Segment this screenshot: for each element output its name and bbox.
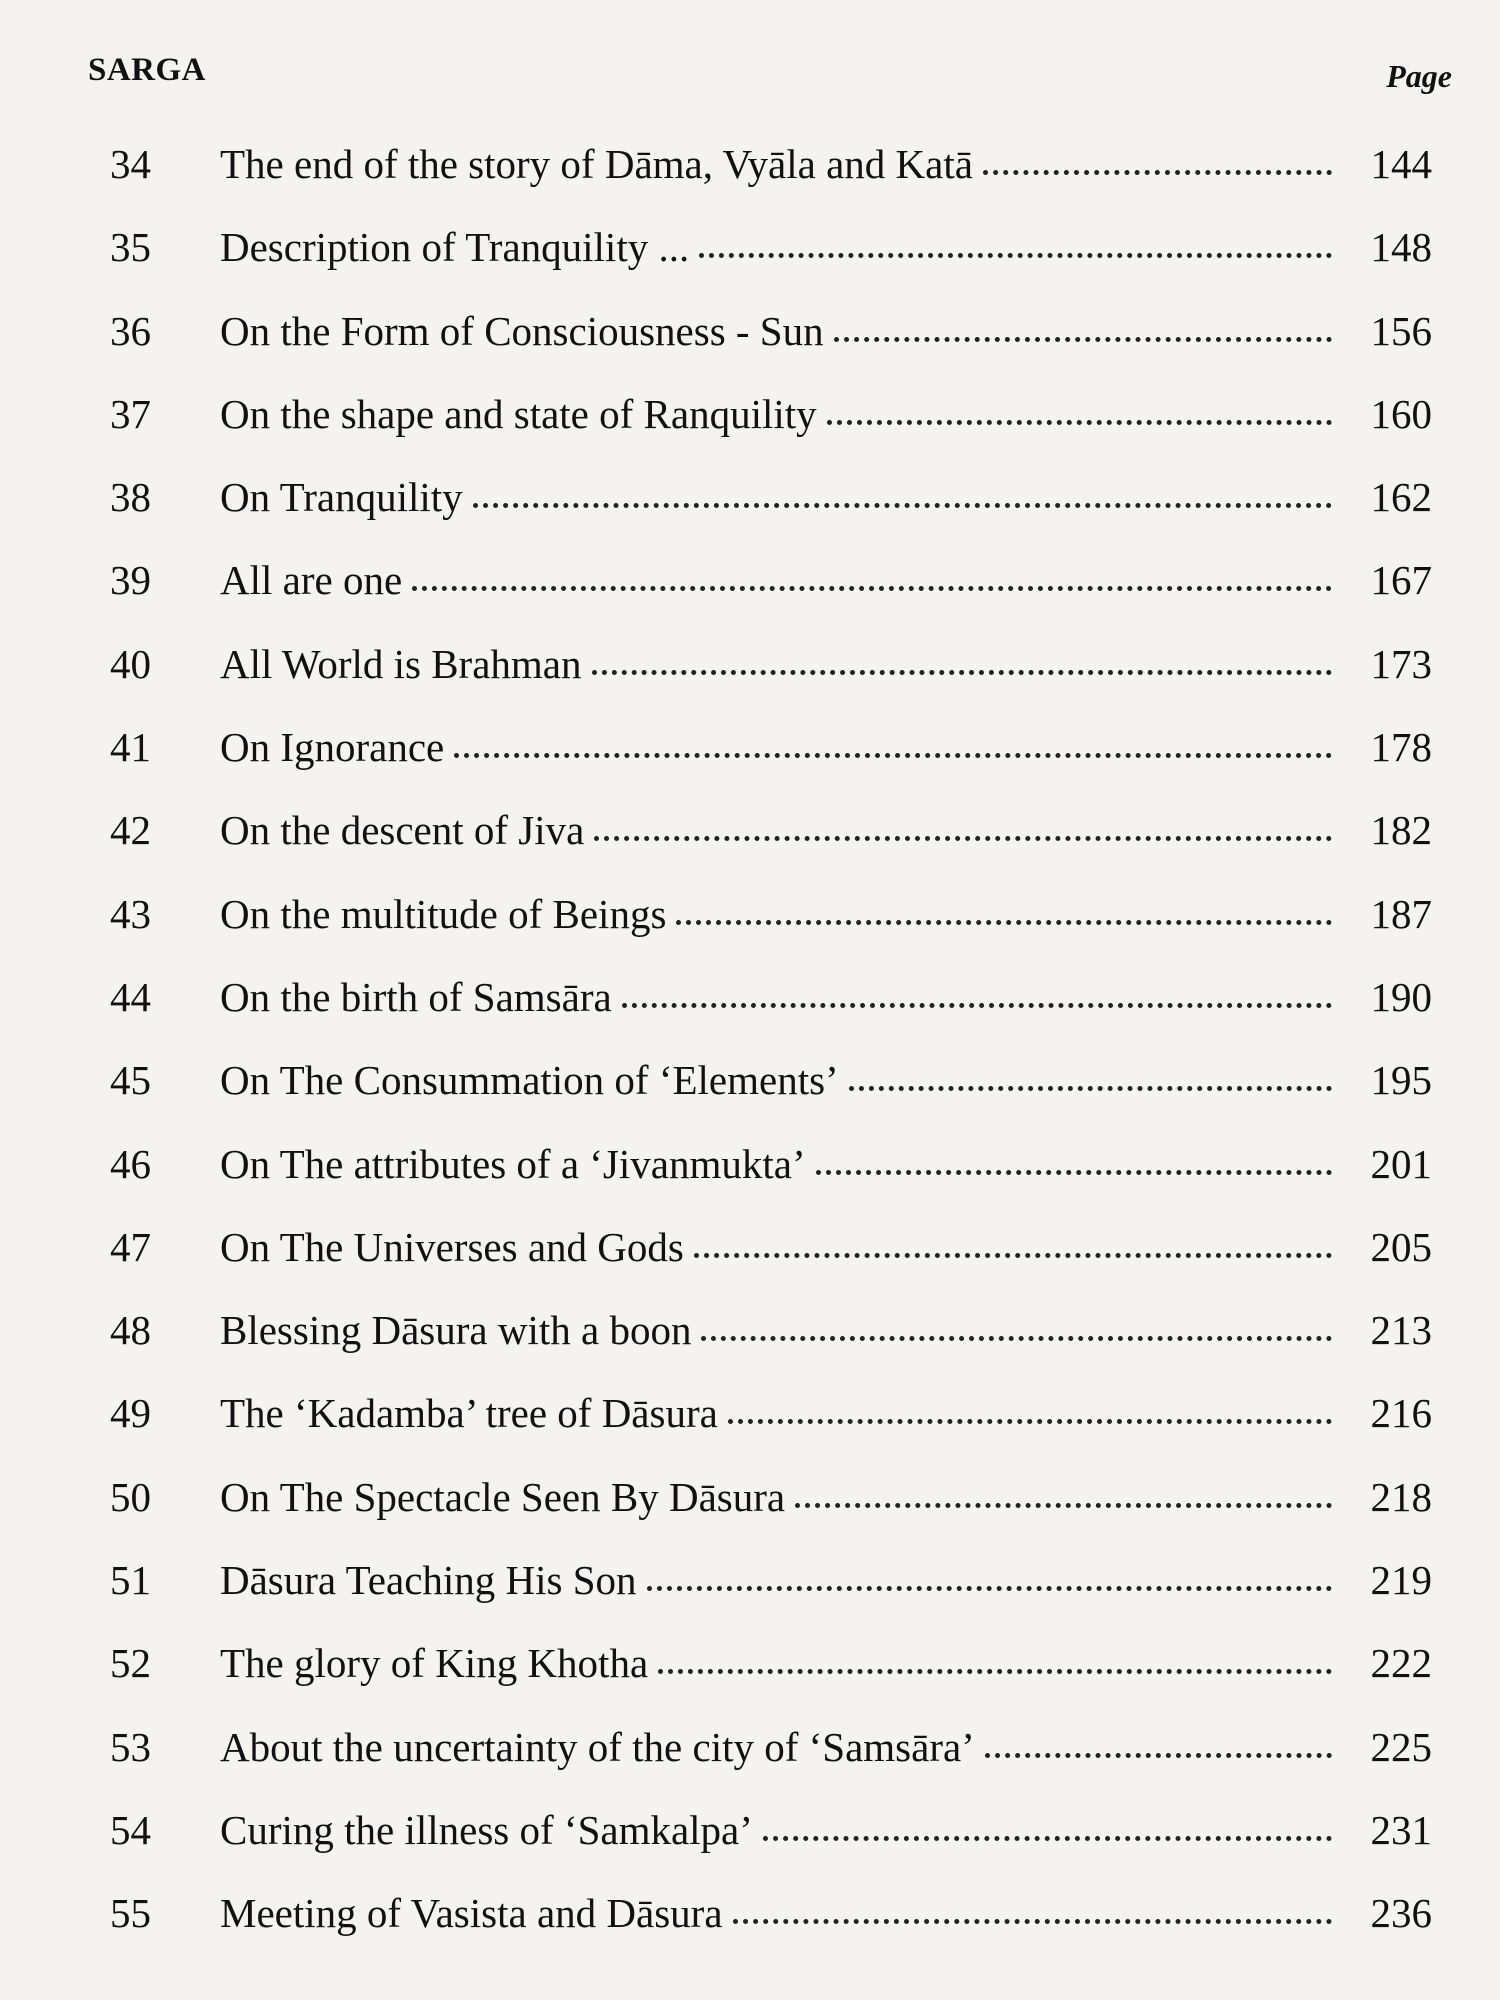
page-number: 160 (1370, 390, 1432, 437)
dot-leader (658, 1669, 1332, 1674)
entry-title: Meeting of Vasista and Dāsura (220, 1890, 723, 1937)
entry-title: On The attributes of a ‘Jivanmukta’ (220, 1140, 806, 1187)
dot-leader (827, 420, 1332, 425)
dot-leader (701, 1336, 1332, 1341)
sarga-number: 50 (110, 1473, 151, 1520)
sarga-number: 53 (110, 1723, 151, 1770)
sarga-number: 51 (110, 1557, 151, 1604)
toc-entry (110, 1223, 1432, 1306)
page-number: 182 (1370, 807, 1432, 854)
page-number: 195 (1370, 1057, 1432, 1104)
dot-leader (985, 1753, 1332, 1758)
page-number: 225 (1370, 1723, 1432, 1770)
dot-leader (795, 1503, 1332, 1508)
dot-leader (412, 586, 1332, 591)
dot-leader (694, 1253, 1332, 1258)
entry-title: Description of Tranquility ... (220, 224, 690, 271)
dot-leader (622, 1003, 1332, 1008)
entry-title: On The Consummation of ‘Elements’ (220, 1057, 839, 1104)
page-number: 190 (1370, 973, 1432, 1020)
toc-entry (110, 1056, 1432, 1139)
sarga-number: 54 (110, 1806, 151, 1853)
page-number: 222 (1370, 1640, 1432, 1687)
dot-leader (594, 836, 1332, 841)
toc-entry (110, 140, 1432, 223)
toc-entry (110, 1806, 1432, 1889)
entry-title: On the descent of Jiva (220, 807, 585, 854)
toc-entry (110, 1556, 1432, 1639)
sarga-number: 36 (110, 307, 151, 354)
page-number: 218 (1370, 1473, 1432, 1520)
page-number: 213 (1370, 1307, 1432, 1354)
entry-title: On the shape and state of Ranquility (220, 390, 817, 437)
sarga-number: 42 (110, 807, 151, 854)
entry-title: All World is Brahman (220, 640, 582, 687)
toc-entry (110, 640, 1432, 723)
toc-entry (110, 390, 1432, 473)
sarga-number: 46 (110, 1140, 151, 1187)
toc-entry (110, 723, 1432, 806)
toc-entry (110, 1389, 1432, 1472)
dot-leader (834, 337, 1332, 342)
entry-title: The end of the story of Dāma, Vyāla and Katā (220, 141, 973, 187)
toc-entry (110, 973, 1432, 1056)
dot-leader (849, 1086, 1332, 1091)
page-number: 201 (1370, 1140, 1432, 1187)
dot-leader (816, 1170, 1332, 1175)
sarga-column-heading: SARGA (88, 52, 207, 88)
page-number: 167 (1370, 557, 1432, 604)
sarga-number: 41 (110, 724, 151, 771)
entry-title: Blessing Dāsura with a boon (220, 1307, 692, 1354)
sarga-number: 49 (110, 1390, 151, 1437)
sarga-number: 47 (110, 1223, 151, 1270)
page-number: 205 (1370, 1223, 1432, 1270)
toc-entry (110, 556, 1432, 639)
page-number: 144 (1370, 141, 1432, 187)
dot-leader (592, 670, 1333, 675)
dot-leader (676, 920, 1332, 925)
sarga-number: 38 (110, 474, 151, 521)
sarga-number: 40 (110, 640, 151, 687)
sarga-number: 48 (110, 1307, 151, 1354)
dot-leader (699, 253, 1332, 258)
entry-title: On The Spectacle Seen By Dāsura (220, 1473, 786, 1520)
toc-entry (110, 1306, 1432, 1389)
entry-title: The ‘Kadamba’ tree of Dāsura (220, 1390, 718, 1437)
toc-entry (110, 806, 1432, 889)
toc-entry (110, 307, 1432, 390)
toc-entry (110, 1140, 1432, 1223)
page-number: 162 (1370, 474, 1432, 521)
entry-title: On the multitude of Beings (220, 890, 667, 937)
toc-entry (110, 1723, 1432, 1806)
page-number: 236 (1370, 1890, 1432, 1937)
page-number: 178 (1370, 724, 1432, 771)
entry-title: On Ignorance (220, 724, 445, 771)
sarga-number: 52 (110, 1640, 151, 1687)
page-number: 173 (1370, 640, 1432, 687)
toc-entry (110, 1639, 1432, 1722)
sarga-number: 45 (110, 1057, 151, 1104)
entry-title: All are one (220, 557, 403, 604)
page-number: 219 (1370, 1557, 1432, 1604)
entry-title: On Tranquility (220, 474, 463, 521)
toc-entry (110, 890, 1432, 973)
sarga-number: 39 (110, 557, 151, 604)
toc-entry (110, 1889, 1432, 1972)
page-number: 216 (1370, 1390, 1432, 1437)
sarga-number: 34 (110, 141, 151, 187)
toc-entry (110, 473, 1432, 556)
page-number: 148 (1370, 224, 1432, 271)
toc-entry (110, 1473, 1432, 1556)
dot-leader (763, 1836, 1332, 1841)
entry-title: On the Form of Consciousness - Sun (220, 307, 824, 354)
entry-title: Curing the illness of ‘Samkalpa’ (220, 1806, 753, 1853)
dot-leader (983, 170, 1332, 175)
dot-leader (728, 1419, 1332, 1424)
page-column-heading: Page (1386, 58, 1452, 94)
entry-title: The glory of King Khotha (220, 1640, 649, 1687)
dot-leader (454, 753, 1332, 758)
entry-title: Dāsura Teaching His Son (220, 1557, 637, 1604)
sarga-number: 44 (110, 973, 151, 1020)
entry-title: About the uncertainty of the city of ‘Samsāra’ (220, 1723, 975, 1770)
table-of-contents (110, 140, 1432, 1973)
dot-leader (647, 1586, 1332, 1591)
page-number: 231 (1370, 1806, 1432, 1853)
sarga-number: 55 (110, 1890, 151, 1937)
entry-title: On The Universes and Gods (220, 1223, 684, 1270)
entry-title: On the birth of Samsāra (220, 973, 612, 1020)
page-number: 187 (1370, 890, 1432, 937)
toc-entry (110, 223, 1432, 306)
page-number: 156 (1370, 307, 1432, 354)
dot-leader (733, 1919, 1332, 1924)
dot-leader (473, 503, 1332, 508)
sarga-number: 37 (110, 390, 151, 437)
sarga-number: 35 (110, 224, 151, 271)
sarga-number: 43 (110, 890, 151, 937)
